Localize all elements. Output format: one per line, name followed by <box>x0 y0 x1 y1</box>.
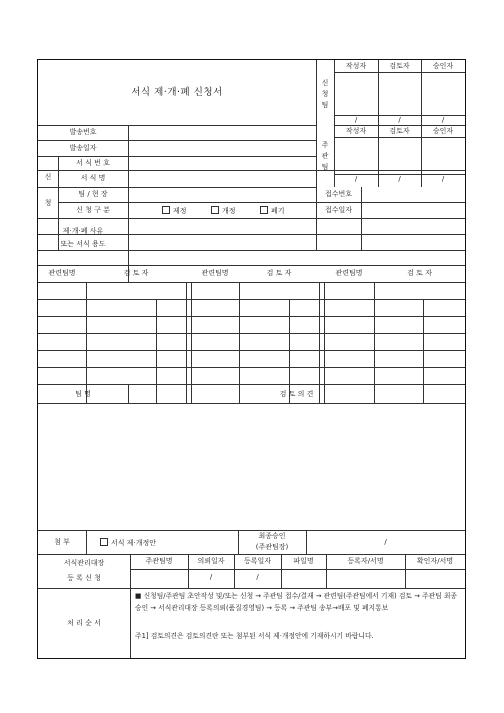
reviewer-header: 검토자 <box>389 62 410 70</box>
supervising-team-label: 주관팀 <box>321 141 329 171</box>
divider <box>38 265 465 266</box>
attachment-label: 첨 부 <box>54 538 70 546</box>
final-approval-label-2: (주관팀장) <box>255 543 289 551</box>
divider <box>156 299 157 403</box>
divider <box>289 299 290 403</box>
date-slash: / <box>354 116 358 124</box>
page-title: 서식 제·개·폐 신청서 <box>131 87 223 98</box>
divider <box>128 218 129 250</box>
registry-slash: / <box>256 573 259 581</box>
checkbox-icon <box>162 206 170 214</box>
divider <box>38 530 465 531</box>
checkbox-icon <box>260 206 268 214</box>
approver-header: 승인자 <box>432 62 454 70</box>
divider <box>334 125 465 126</box>
final-approval-label-1: 최종승인 <box>258 532 286 540</box>
registry-col-register-date: 등록일자 <box>243 557 272 565</box>
application-form <box>37 59 466 659</box>
date-slash: / <box>441 116 445 124</box>
writer-header: 작성자 <box>345 127 367 135</box>
form-name-label: 서 식 명 <box>80 174 106 182</box>
registry-col-registrant: 등록자/서명 <box>347 557 384 565</box>
divider <box>38 350 465 351</box>
divider <box>324 282 325 403</box>
option-revise[interactable]: 개정 <box>211 206 236 216</box>
divider <box>38 250 465 251</box>
divider <box>38 333 465 334</box>
registry-col-team: 주관팀명 <box>145 557 173 565</box>
divider <box>191 282 192 403</box>
divider <box>38 125 316 126</box>
receipt-number-label: 접수번호 <box>324 190 353 198</box>
checkbox-icon <box>100 538 108 546</box>
final-approval-slash: / <box>384 538 387 546</box>
divider <box>316 60 317 187</box>
divider <box>334 72 465 73</box>
registry-col-file-name: 파일명 <box>293 557 314 565</box>
team-field-label: 팀 / 현 장 <box>78 190 108 198</box>
divider <box>128 125 129 202</box>
reason-label-1: 제·개·폐 사유 <box>62 227 104 235</box>
divider <box>38 299 465 300</box>
writer-header: 작성자 <box>345 62 367 70</box>
registry-slash: / <box>209 573 213 581</box>
divider <box>38 156 316 157</box>
receipt-date-label: 접수일자 <box>324 206 353 214</box>
divider <box>38 170 465 171</box>
registry-col-confirmer: 확인자/서명 <box>416 557 454 565</box>
divider <box>334 137 465 138</box>
divider <box>38 588 465 589</box>
divider <box>130 588 131 658</box>
send-date-label: 발송일자 <box>69 144 97 152</box>
divider <box>423 299 424 403</box>
reviewer-header: 검 토 자 <box>407 269 432 277</box>
reviewer-header: 검 토 자 <box>123 269 149 277</box>
related-team-header: 관련팀명 <box>48 269 76 277</box>
divider <box>374 282 375 403</box>
divider <box>38 554 465 555</box>
divider <box>38 140 316 141</box>
date-slash: / <box>398 175 401 183</box>
divider <box>58 218 465 219</box>
divider <box>38 384 465 385</box>
reviewer-header: 검토자 <box>389 127 410 135</box>
checkbox-icon <box>211 206 219 214</box>
form-number-label: 서 식 번 호 <box>76 159 110 167</box>
reason-label-2: 또는 서식 용도 <box>60 240 106 248</box>
related-team-header: 관련팀명 <box>201 269 229 277</box>
divider <box>86 530 87 554</box>
divider <box>319 282 320 403</box>
divider <box>38 282 465 283</box>
divider <box>58 202 465 203</box>
divider <box>239 282 240 403</box>
date-slash: / <box>441 175 445 183</box>
divider <box>38 403 465 404</box>
divider <box>86 282 87 403</box>
option-enact[interactable]: 제정 <box>162 206 187 216</box>
reviewer-header: 검 토 자 <box>266 269 292 277</box>
team-name-label: 팀 명 <box>75 390 91 398</box>
divider <box>38 367 465 368</box>
registry-col-request-date: 의뢰일자 <box>197 557 225 565</box>
applicant-team-label: 신청팀 <box>321 79 329 109</box>
applicant-label: 신청 <box>44 173 52 207</box>
apply-type-label: 신 청 구 분 <box>76 206 110 214</box>
divider <box>38 187 316 188</box>
option-abolish[interactable]: 폐기 <box>260 206 285 216</box>
opinion-label: 검 토 의 견 <box>279 390 314 398</box>
registry-label-1: 서식관리대장 <box>63 559 105 567</box>
attachment-option[interactable]: 서식 제·개정안 <box>100 538 156 548</box>
date-slash: / <box>398 116 401 124</box>
divider <box>38 316 465 317</box>
date-slash: / <box>354 175 358 183</box>
divider <box>130 569 465 570</box>
procedure-note: 주1] 검토의견은 검토의견란 또는 첨부된 서식 제·개정안에 기재하시기 바랍니다. <box>135 632 374 640</box>
procedure-text: ■ 신청팀/주관팀 초안작성 및/또는 신청 → 주관팀 접수/결재 → 관련팀(주관팀에서 기재) 검토 → 주관팀 최종승인 → 서식관리대장 등록의뢰(품질경영팀) → 등록 → 주관팀 송부→배포 및 폐지통보 <box>135 592 457 612</box>
related-team-header: 관련팀명 <box>335 269 363 277</box>
divider <box>186 282 187 403</box>
procedure-label: 처 리 순 서 <box>67 619 101 627</box>
send-number-label: 발송번호 <box>69 128 97 136</box>
approver-header: 승인자 <box>432 127 454 135</box>
registry-label-2: 등 록 신 청 <box>67 574 101 582</box>
divider <box>361 187 362 250</box>
